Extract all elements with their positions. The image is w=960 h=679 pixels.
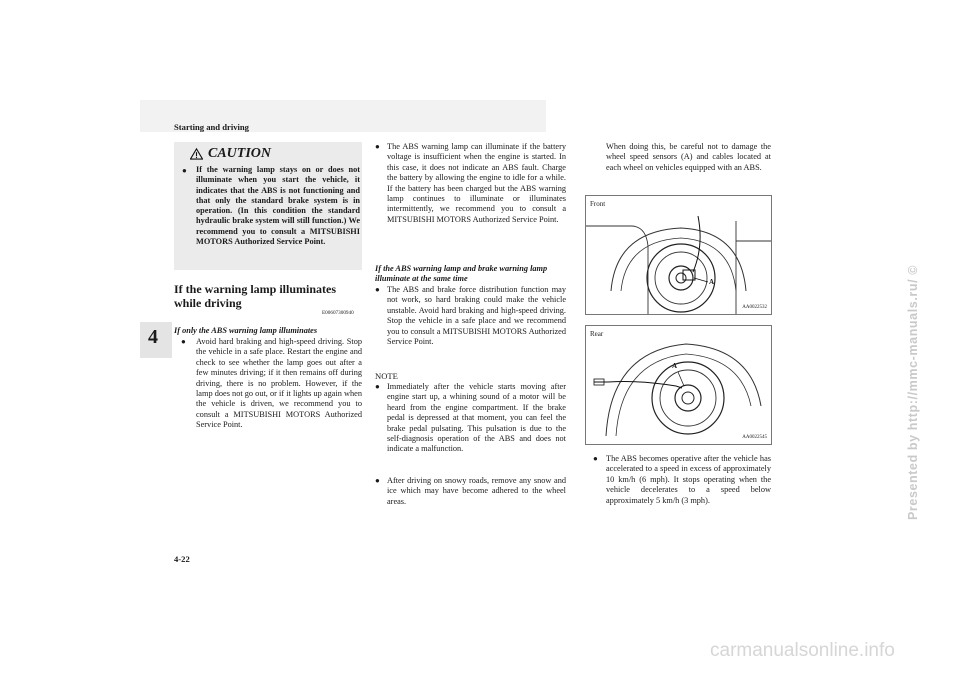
section-header: Starting and driving xyxy=(174,122,249,132)
abs-only-subtitle: If only the ABS warning lamp illuminates xyxy=(174,326,318,335)
caution-title: CAUTION xyxy=(208,146,272,161)
bullet-dot: ● xyxy=(375,142,380,151)
abs-only-text: Avoid hard braking and high-speed driving. Stop the vehicle in a safe place. Restart the engine and check to see whether the lamp goes out after a few minutes driving; if it then remains off during driving, there is no problem. However, if the lamp does not go out, or if it lights up again when the vehicle is driven, we recommend you to consult a MITSUBISHI MOTORS Authorized Service Point. xyxy=(196,337,362,430)
front-wheel-figure xyxy=(585,195,772,315)
chapter-number: 4 xyxy=(148,326,158,348)
caution-box xyxy=(174,142,362,270)
sensor-marker: A xyxy=(672,362,678,370)
note-item-1: Immediately after the vehicle starts moving after engine start up, a whining sound of a motor will be heard from the engine compartment. If the brake pedal is depressed at that moment, you can feel the brake pedal pulsating. This pulsation is due to the self-diagnosis operation of the ABS and does not indicate a malfunction. xyxy=(387,382,566,454)
warning-triangle-icon xyxy=(190,148,203,160)
note-item-2: After driving on snowy roads, remove any snow and ice which may have become adhered to the wheel areas. xyxy=(387,476,566,506)
chapter-tab xyxy=(140,322,172,358)
site-watermark: carmanualsonline.info xyxy=(710,640,895,661)
page-number: 4-22 xyxy=(174,554,190,564)
figure-code: AA0022532 xyxy=(742,305,767,310)
right-intro-text: When doing this, be careful not to damage the wheel speed sensors (A) and cables located at each wheel on vehicles equipped with an ABS. xyxy=(606,142,771,172)
figure-label: Rear xyxy=(590,330,604,338)
abs-speed-text: The ABS becomes operative after the vehicle has accelerated to a speed in excess of approximately 10 km/h (6 mph). It stops operating when the vehicle decelerates to a speed below approximately 5 km/h (3 mph). xyxy=(606,454,771,505)
bullet-dot: ● xyxy=(375,476,380,485)
note-label: NOTE xyxy=(375,371,398,381)
both-lamps-subtitle: If the ABS warning lamp and brake warning lamp illuminate at the same time xyxy=(375,264,548,284)
rear-wheel-illustration xyxy=(586,326,771,444)
bullet-dot: ● xyxy=(593,454,598,463)
bullet-dot: ● xyxy=(182,166,187,175)
bullet-dot: ● xyxy=(181,337,186,346)
bullet-dot: ● xyxy=(375,382,380,391)
figure-label: Front xyxy=(590,200,606,208)
figure-code: AA0022545 xyxy=(742,435,767,440)
side-watermark: Presented by http://mmc-manuals.ru/ © xyxy=(906,264,920,520)
section-code: E00607300940 xyxy=(322,310,354,316)
battery-text: The ABS warning lamp can illuminate if the battery voltage is insufficient when the engine is started. In this case, it does not indicate an ABS fault. Charge the battery by allowing the engine to idle for a while. If the battery has been charged but the ABS warning lamp continues to illuminate or illuminates intermittently, we recommend you to consult a MITSUBISHI MOTORS Authorized Service Point. xyxy=(387,142,566,224)
sensor-marker: A xyxy=(709,278,715,286)
both-lamps-text: The ABS and brake force distribution function may not work, so hard braking could make the vehicle unstable. Avoid hard braking and high-speed driving. Stop the vehicle in a safe place and we recommend you to consult a MITSUBISHI MOTORS Authorized Service Point. xyxy=(387,285,566,347)
front-wheel-illustration xyxy=(586,196,771,314)
section-heading: If the warning lamp illuminates while driving xyxy=(174,282,337,310)
caution-text: If the warning lamp stays on or does not illuminate when you start the vehicle, it indicates that the ABS is not functioning and that only the standard brake system is in operation. (In this condition the standard hydraulic brake system will still function.) We recommend you to consult a MITSUBISHI MOTORS Authorized Service Point. xyxy=(196,165,360,247)
bullet-dot: ● xyxy=(375,285,380,294)
rear-wheel-figure xyxy=(585,325,772,445)
